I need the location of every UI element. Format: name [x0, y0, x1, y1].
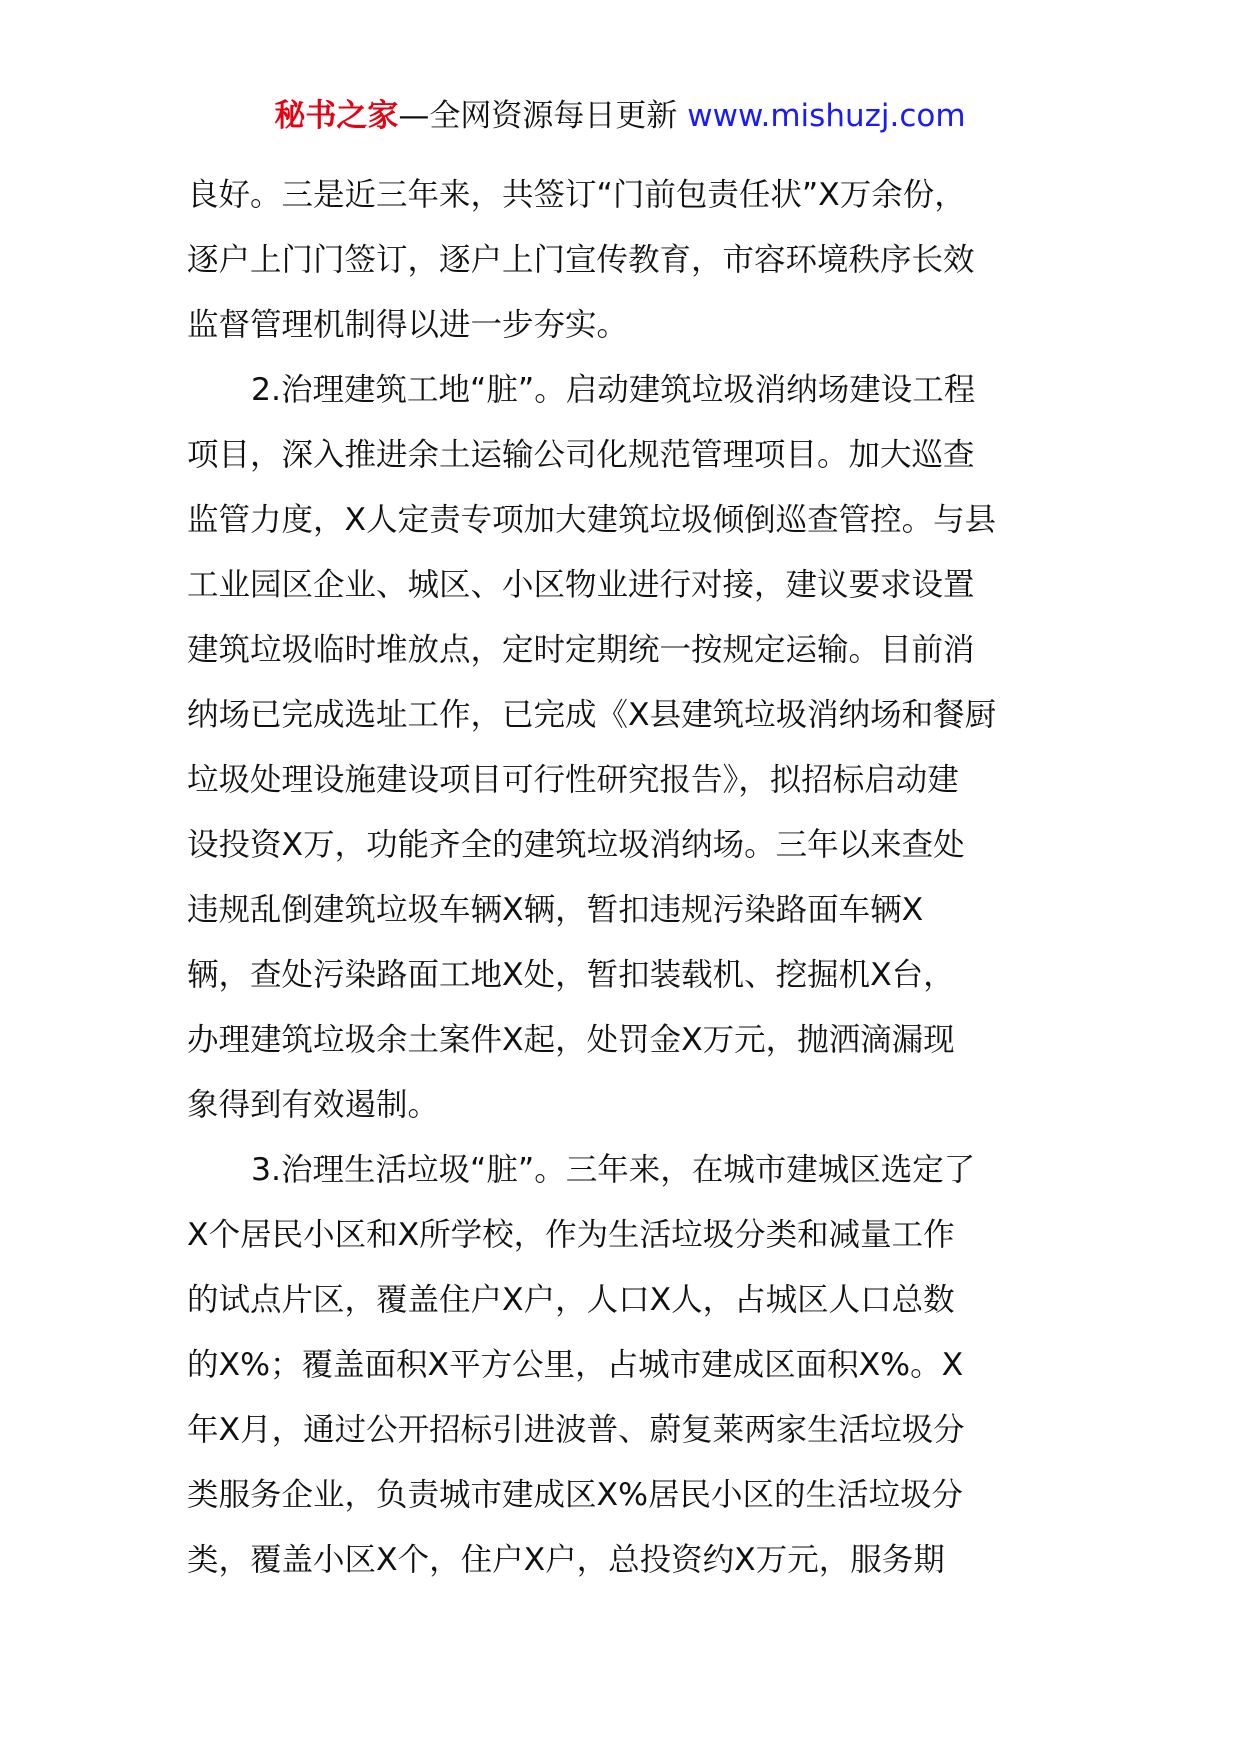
- site-brand: 秘书之家: [274, 98, 399, 134]
- text-line: 类服务企业，负责城市建成区X%居民小区的生活垃圾分: [187, 1477, 964, 1513]
- text-line: 年X月，通过公开招标引进波普、蔚复莱两家生活垃圾分: [187, 1412, 965, 1448]
- page-header: [0, 96, 1240, 136]
- paragraph-start-line: 3.治理生活垃圾“脏”。三年来，在城市建城区选定了: [251, 1152, 976, 1188]
- text-line: 的X%；覆盖面积X平方公里，占城市建成区面积X%。X: [187, 1347, 964, 1383]
- text-line: 设投资X万，功能齐全的建筑垃圾消纳场。三年以来查处: [187, 827, 965, 863]
- site-tagline: —全网资源每日更新: [398, 98, 678, 134]
- text-line: 的试点片区，覆盖住户X户，人口X人，占城区人口总数: [187, 1282, 955, 1318]
- text-line: 象得到有效遏制。: [187, 1087, 440, 1123]
- text-line: 工业园区企业、城区、小区物业进行对接，建议要求设置: [187, 567, 975, 603]
- site-url-link[interactable]: www.mishuzj.com: [687, 98, 966, 134]
- text-line: 违规乱倒建筑垃圾车辆X辆，暂扣违规污染路面车辆X: [187, 892, 924, 928]
- text-line: 监督管理机制得以进一步夯实。: [187, 307, 629, 343]
- text-line: 辆，查处污染路面工地X处，暂扣装载机、挖掘机X台，: [187, 957, 955, 993]
- text-line: 纳场已完成选址工作，已完成《X县建筑垃圾消纳场和餐厨: [187, 697, 997, 733]
- text-line: 建筑垃圾临时堆放点，定时定期统一按规定运输。目前消: [187, 632, 975, 668]
- text-line: 逐户上门门签订，逐户上门宣传教育，市容环境秩序长效: [187, 242, 975, 278]
- text-line: 良好。三是近三年来，共签订“门前包责任状”X万余份，: [187, 177, 966, 213]
- paragraph-start-line: 2.治理建筑工地“脏”。启动建筑垃圾消纳场建设工程: [251, 372, 976, 408]
- text-line: 办理建筑垃圾余土案件X起，处罚金X万元，抛洒滴漏现: [187, 1022, 955, 1058]
- text-line: 监管力度，X人定责专项加大建筑垃圾倾倒巡查管控。与县: [187, 502, 997, 538]
- document-body: [187, 163, 1057, 1593]
- text-line: 类，覆盖小区X个，住户X户，总投资约X万元，服务期: [187, 1542, 945, 1578]
- text-line: 垃圾处理设施建设项目可行性研究报告》，拟招标启动建: [187, 762, 959, 798]
- text-line: 项目，深入推进余土运输公司化规范管理项目。加大巡查: [187, 437, 975, 473]
- text-line: X个居民小区和X所学校，作为生活垃圾分类和减量工作: [187, 1217, 955, 1253]
